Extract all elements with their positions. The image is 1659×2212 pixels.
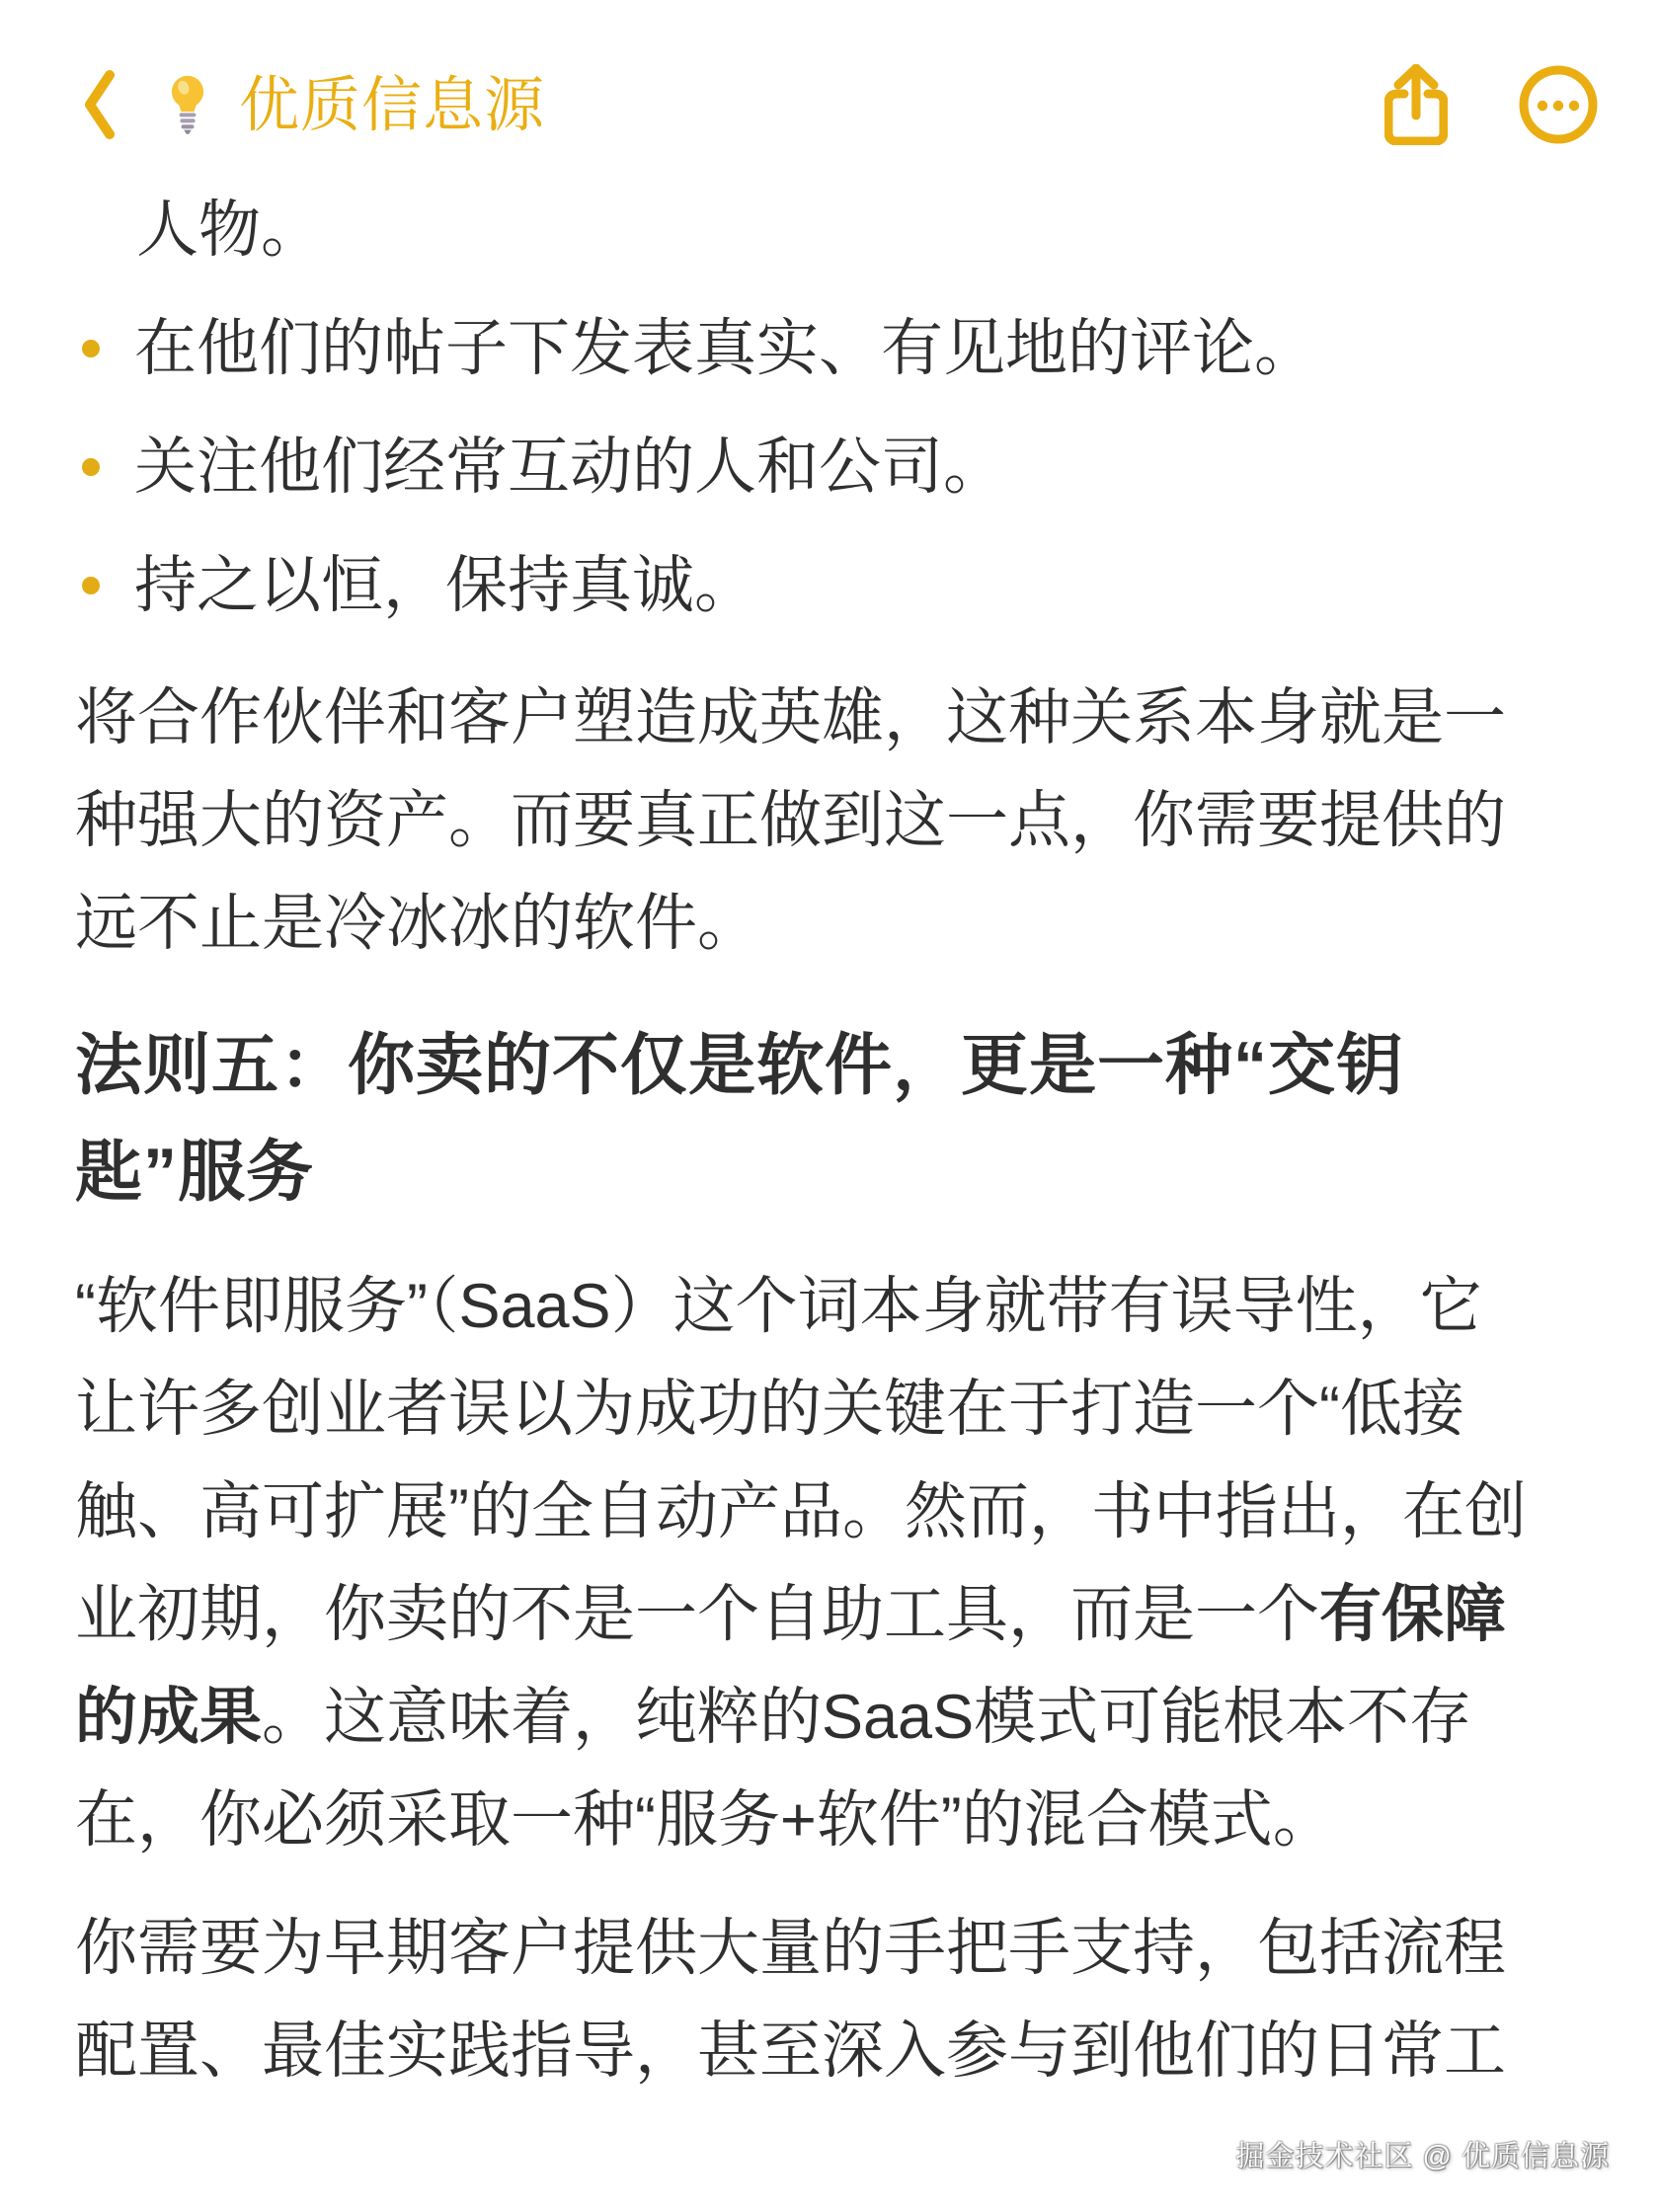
bold-text-run: 有保障 [1319, 1580, 1506, 1649]
heading-line: 匙”服务 [75, 1135, 315, 1210]
text-line: 在，你必须采取一种“服务+软件”的混合模式。 [75, 1785, 1335, 1855]
nav-bar [0, 55, 1659, 154]
nav-actions [1384, 64, 1598, 145]
bullet-dot-icon [82, 577, 100, 594]
folder-title[interactable]: 优质信息源 [239, 71, 546, 138]
text-line: 配置、最佳实践指导，甚至深入参与到他们的日常工 [75, 2016, 1506, 2086]
text-line: 让许多创业者误以为成功的关键在于打造一个“低接 [75, 1375, 1464, 1444]
list-item [75, 297, 1590, 400]
list-item-text: 持之以恒，保持真诚。 [134, 551, 756, 620]
paragraph [75, 1255, 1590, 1871]
bold-text-run: 的成果 [75, 1683, 262, 1752]
list-item-text: 在他们的帖子下发表真实、有见地的评论。 [134, 314, 1316, 383]
note-body[interactable] [0, 179, 1659, 2102]
text-line: 远不止是冷冰冰的软件。 [75, 889, 759, 958]
text-line-continuation: 人物。 [136, 196, 323, 265]
text-run: 。这意味着，纯粹的SaaS模式可能根本不存 [262, 1683, 1472, 1752]
text-line [75, 1563, 1590, 1666]
list-item-text: 关注他们经常互动的人和公司。 [134, 433, 1005, 502]
section-heading [75, 1012, 1590, 1225]
lightbulb-icon [166, 74, 209, 135]
text-line: 触、高可扩展”的全自动产品。然而，书中指出，在创 [75, 1477, 1527, 1546]
text-line [75, 1666, 1590, 1769]
more-options-icon[interactable] [1519, 65, 1598, 144]
paragraph [75, 1897, 1590, 2102]
watermark: 掘金技术社区 @ 优质信息源 [1235, 2141, 1610, 2172]
text-line: 将合作伙伴和客户塑造成英雄，这种关系本身就是一 [75, 683, 1506, 752]
chevron-left-icon [83, 69, 115, 140]
text-run: 业初期，你卖的不是一个自助工具，而是一个 [75, 1580, 1319, 1649]
list-item [75, 416, 1590, 518]
text-line: “软件即服务”（SaaS）这个词本身就带有误导性，它 [75, 1272, 1482, 1341]
bullet-dot-icon [82, 340, 100, 357]
bullet-dot-icon [82, 458, 100, 476]
back-button[interactable] [83, 69, 545, 140]
paragraph [75, 667, 1590, 975]
text-line: 种强大的资产。而要真正做到这一点，你需要提供的 [75, 786, 1506, 855]
heading-line: 法则五：你卖的不仅是软件，更是一种“交钥 [75, 1028, 1405, 1103]
share-icon[interactable] [1384, 64, 1448, 145]
list-item [75, 534, 1590, 637]
text-line: 你需要为早期客户提供大量的手把手支持，包括流程 [75, 1914, 1506, 1983]
